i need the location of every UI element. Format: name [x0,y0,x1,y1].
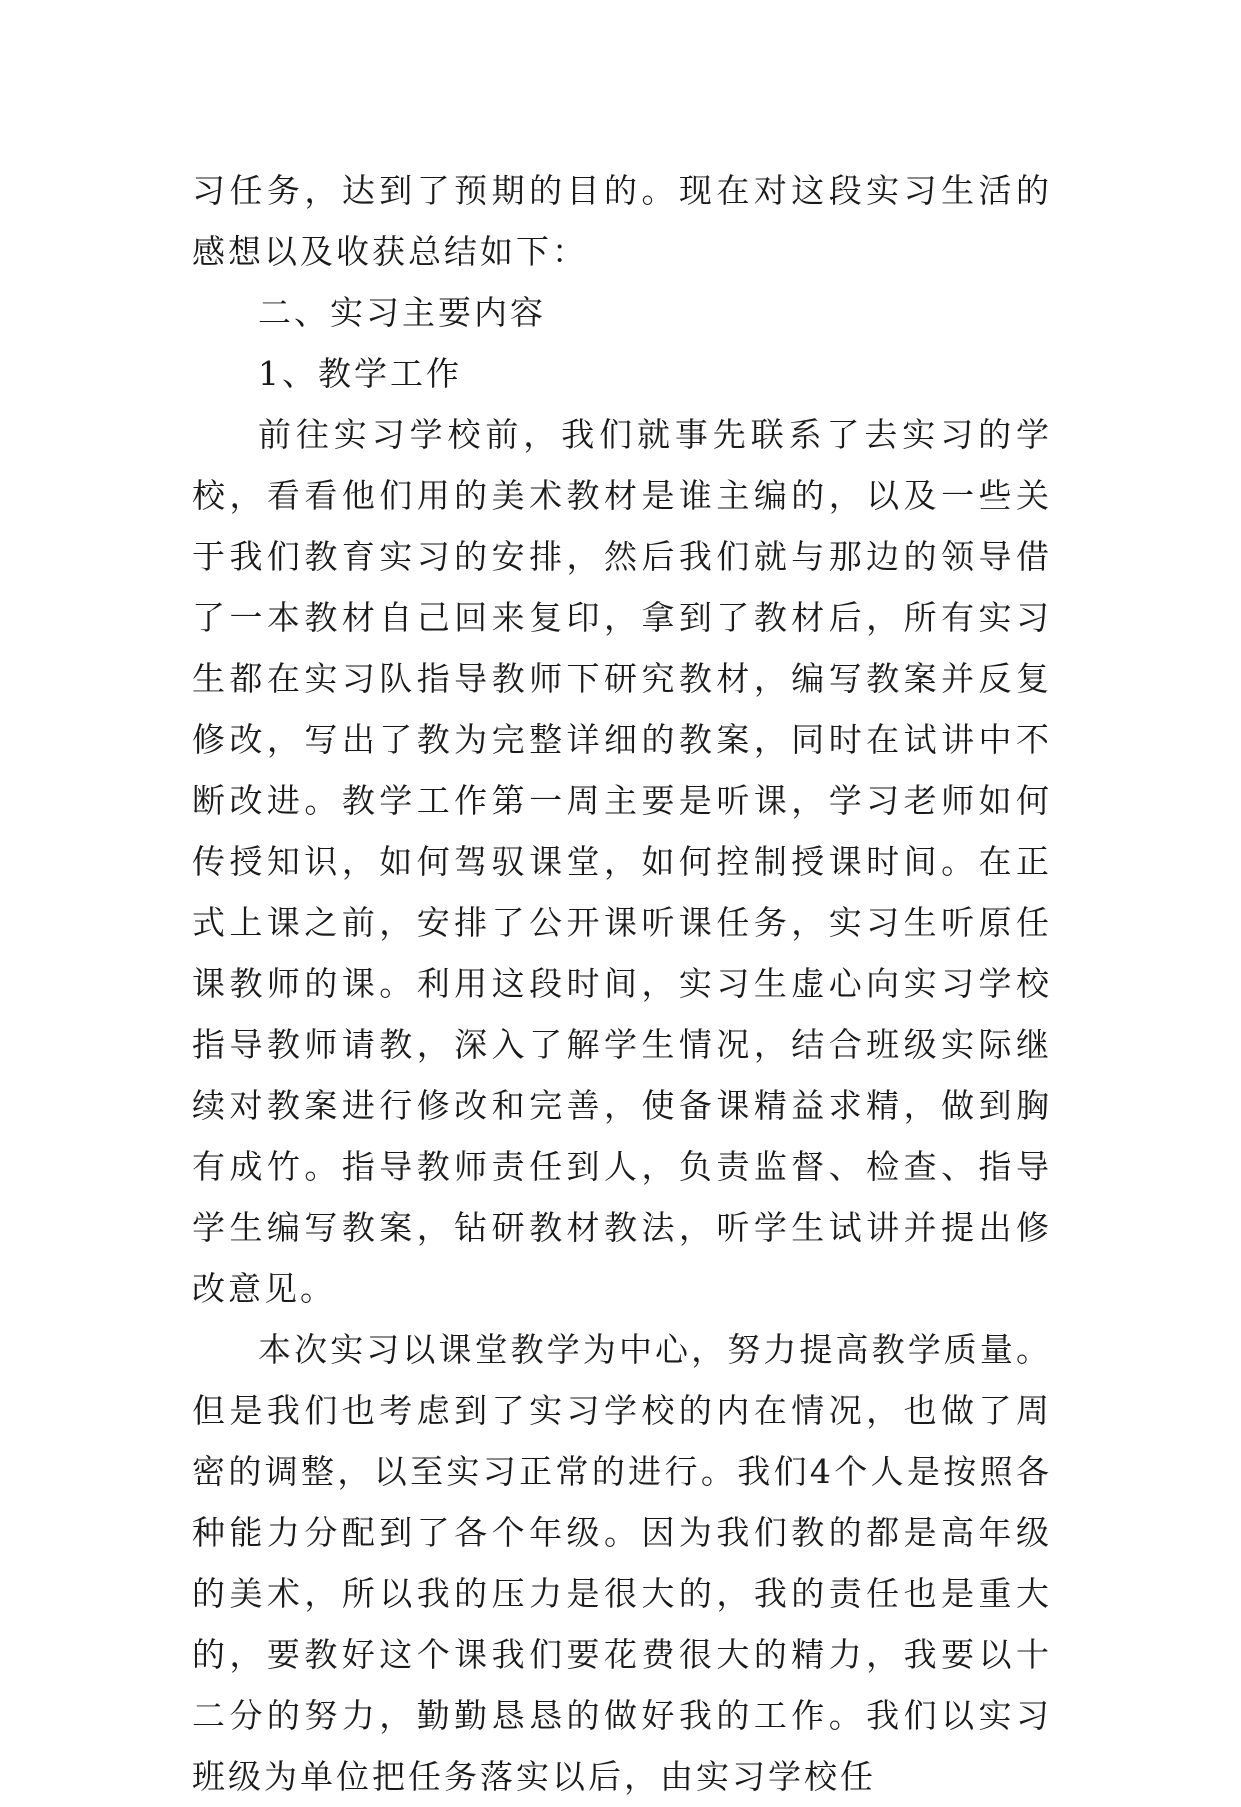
paragraph-continuation: 习任务，达到了预期的目的。现在对这段实习生活的感想以及收获总结如下： [192,171,1052,271]
paragraph-teaching-preparation: 前往实习学校前，我们就事先联系了去实习的学校，看看他们用的美术教材是谁主编的，以及一些关于我们教育实习的安排，然后我们就与那边的领导借了一本教材自己回来复印，拿到了教材后，所有实习生都在实习队指导教师下研究教材，编写教案并反复修改，写出了教为完整详细的教案，同时在试讲中不断改进。教学工作第一周主要是听课，学习老师如何传授知识，如何驾驭课堂，如何控制授课时间。在正式上课之前，安排了公开课听课任务，实习生听原任课教师的课。利用这段时间，实习生虚心向实习学校指导教师请教，深入了解学生情况，结合班级实际继续对教案进行修改和完善，使备课精益求精，做到胸有成竹。指导教师责任到人，负责监督、检查、指导学生编写教案，钻研教材教法，听学生试讲并提出修改意见。 [192,415,1052,1308]
document-body [192,160,1052,1807]
subsection-heading: 1、教学工作 [258,354,462,393]
section-heading: 二、实习主要内容 [258,293,546,332]
paragraph-classroom-teaching: 本次实习以课堂教学为中心，努力提高教学质量。但是我们也考虑到了实习学校的内在情况，也做了周密的调整，以至实习正常的进行。我们4个人是按照各种能力分配到了各个年级。因为我们教的都是高年级的美术，所以我的压力是很大的，我的责任也是重大的，要教好这个课我们要花费很大的精力，我要以十二分的努力，勤勤恳恳的做好我的工作。我们以实习班级为单位把任务落实以后，由实习学校任 [192,1330,1052,1796]
